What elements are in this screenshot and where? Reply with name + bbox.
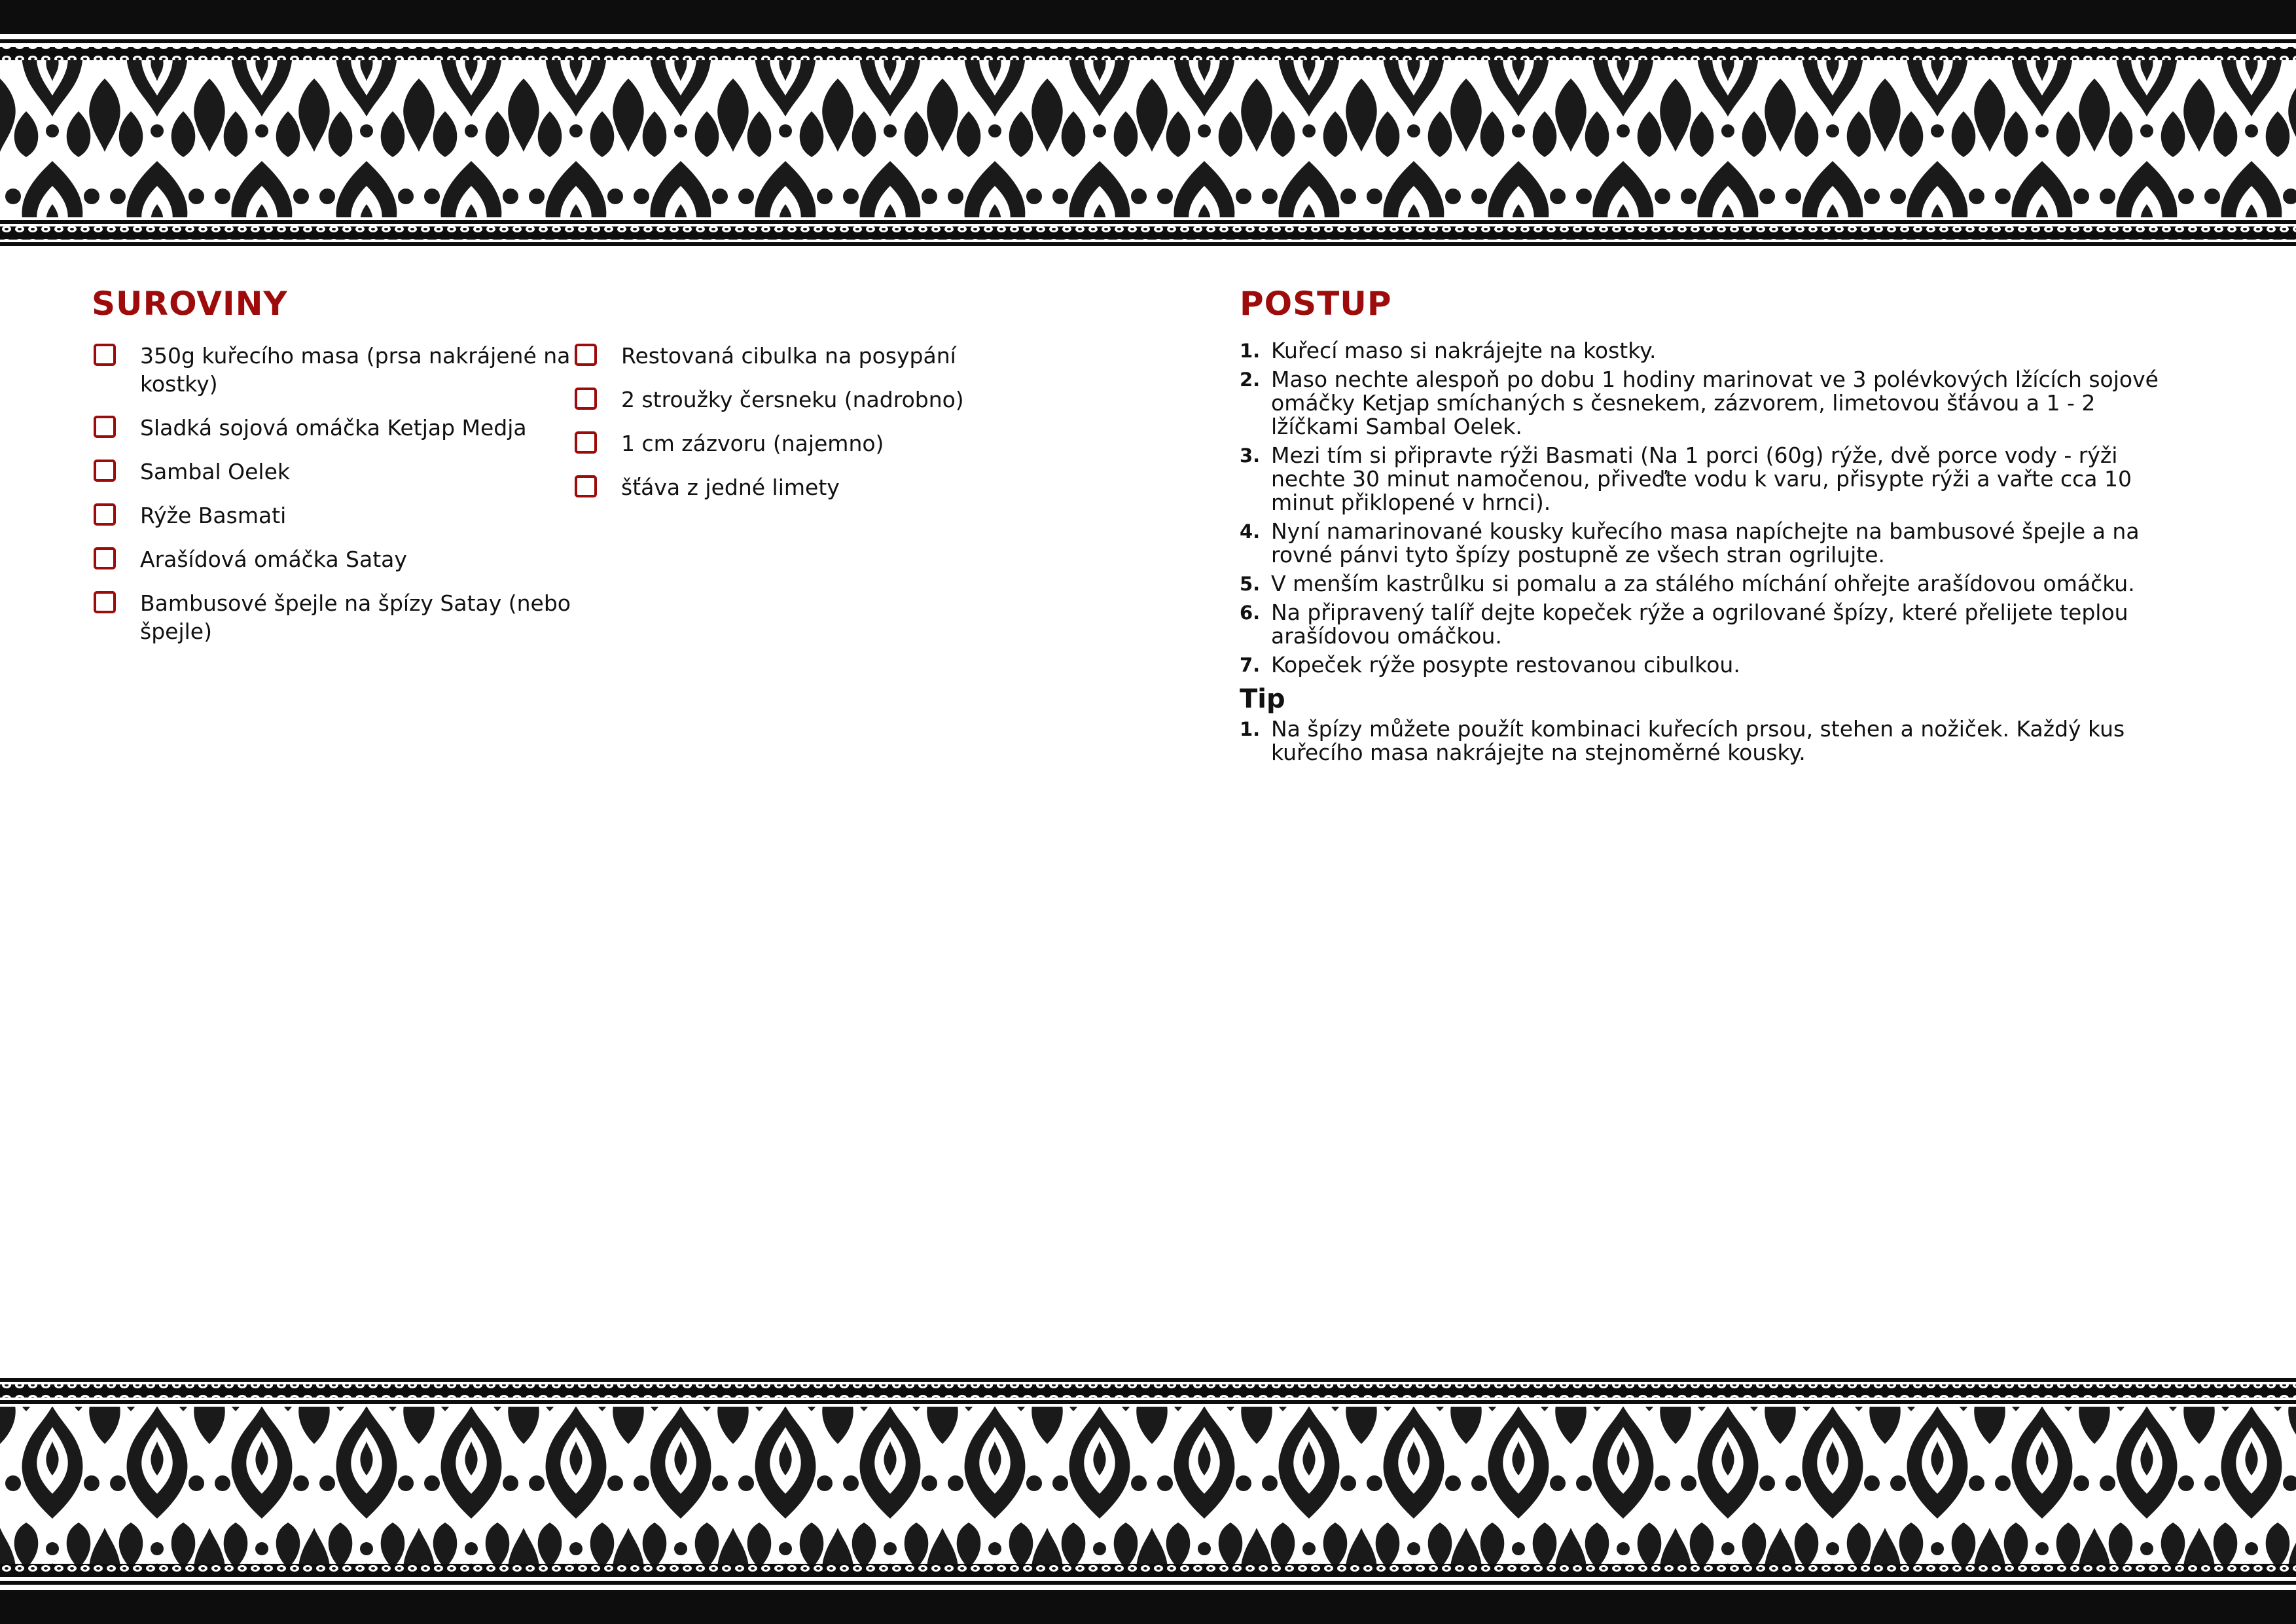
ingredient-item[interactable] [92,342,576,398]
checkbox[interactable] [94,416,116,438]
step-text: Mezi tím si připravte rýži Basmati (Na 1 porci (60g) rýže, dvě porce vody - rýži nechte 30 minut namočenou, přiveďte vodu k varu, přisypte rýži a vařte cca 10 minut přiklopené v hrnci). [1271,442,2132,515]
step-number: 1. [1240,340,1261,362]
steps-block [1240,339,2189,770]
step-number: 3. [1240,444,1261,467]
ingredients-list-col-1 [92,342,576,661]
step-number: 4. [1240,520,1261,543]
ingredient-label: Sambal Oelek [140,459,291,484]
top-ornament-border [0,0,2296,259]
ingredient-label: šťáva z jedné limety [621,475,840,500]
ingredient-label: Rýže Basmati [140,503,287,528]
ingredient-label: 2 stroužky čersneku (nadrobno) [621,387,964,412]
step-item [1240,601,2189,648]
ingredient-item[interactable] [573,342,1031,370]
checkbox[interactable] [575,431,597,454]
ingredient-item[interactable] [92,501,576,530]
step-text: Nyní namarinované kousky kuřecího masa napíchejte na bambusové špejle a na rovné pánvi tyto špízy postupně ze všech stran ogrilujte. [1271,518,2140,568]
ingredient-item[interactable] [573,429,1031,458]
ingredient-item[interactable] [92,589,576,645]
step-number: 5. [1240,573,1261,595]
ingredient-label: Restovaná cibulka na posypání [621,343,956,369]
step-item [1240,653,2189,677]
checkbox[interactable] [94,591,116,613]
step-text: Kopeček rýže posypte restovanou cibulkou. [1271,652,1740,677]
ornament-pattern-bottom [0,1365,2296,1624]
tip-number: 1. [1240,718,1261,740]
checkbox[interactable] [94,503,116,526]
checkbox[interactable] [94,547,116,569]
steps-list [1240,339,2189,677]
ingredients-list-col-2 [573,342,1031,517]
ingredient-label: Arašídová omáčka Satay [140,547,407,572]
ingredient-item[interactable] [92,545,576,573]
tip-title: Tip [1240,684,1285,714]
ingredient-label: 350g kuřecího masa (prsa nakrájené na kostky) [140,343,571,397]
ingredient-item[interactable] [92,458,576,486]
bottom-ornament-border [0,1365,2296,1624]
tip-text: Na špízy můžete použít kombinaci kuřecích prsou, stehen a nožiček. Každý kus kuřecího masa nakrájejte na stejnoměrné kousky. [1271,716,2125,765]
ingredients-title: SUROVINY [92,285,288,323]
step-item [1240,572,2189,596]
tip-list [1240,717,2189,765]
step-text: Na připravený talíř dejte kopeček rýže a ogrilované špízy, které přelijete teplou arašídovou omáčkou. [1271,600,2128,649]
step-text: Maso nechte alespoň po dobu 1 hodiny marinovat ve 3 polévkových lžících sojové omáčky Ketjap smíchaných s česnekem, zázvorem, limetovou šťávou a 1 - 2 lžíčkami Sambal Oelek. [1271,367,2159,439]
checkbox[interactable] [94,460,116,482]
step-number: 7. [1240,654,1261,676]
step-number: 6. [1240,602,1261,624]
ingredient-label: Bambusové špejle na špízy Satay (nebo špejle) [140,590,571,644]
step-item [1240,444,2189,514]
step-text: V menším kastrůlku si pomalu a za stálého míchání ohřejte arašídovou omáčku. [1271,571,2135,596]
checkbox[interactable] [94,344,116,366]
step-item [1240,339,2189,363]
steps-title: POSTUP [1240,285,1392,323]
step-number: 2. [1240,369,1261,391]
step-item [1240,368,2189,439]
ingredient-item[interactable] [573,386,1031,414]
step-text: Kuřecí maso si nakrájejte na kostky. [1271,338,1657,363]
ingredient-label: Sladká sojová omáčka Ketjap Medja [140,415,527,441]
ingredient-label: 1 cm zázvoru (najemno) [621,431,884,456]
checkbox[interactable] [575,344,597,366]
ornament-pattern-top [0,0,2296,259]
ingredient-item[interactable] [92,414,576,442]
checkbox[interactable] [575,388,597,410]
step-item [1240,520,2189,567]
checkbox[interactable] [575,475,597,497]
ingredient-item[interactable] [573,473,1031,501]
tip-item [1240,717,2189,765]
